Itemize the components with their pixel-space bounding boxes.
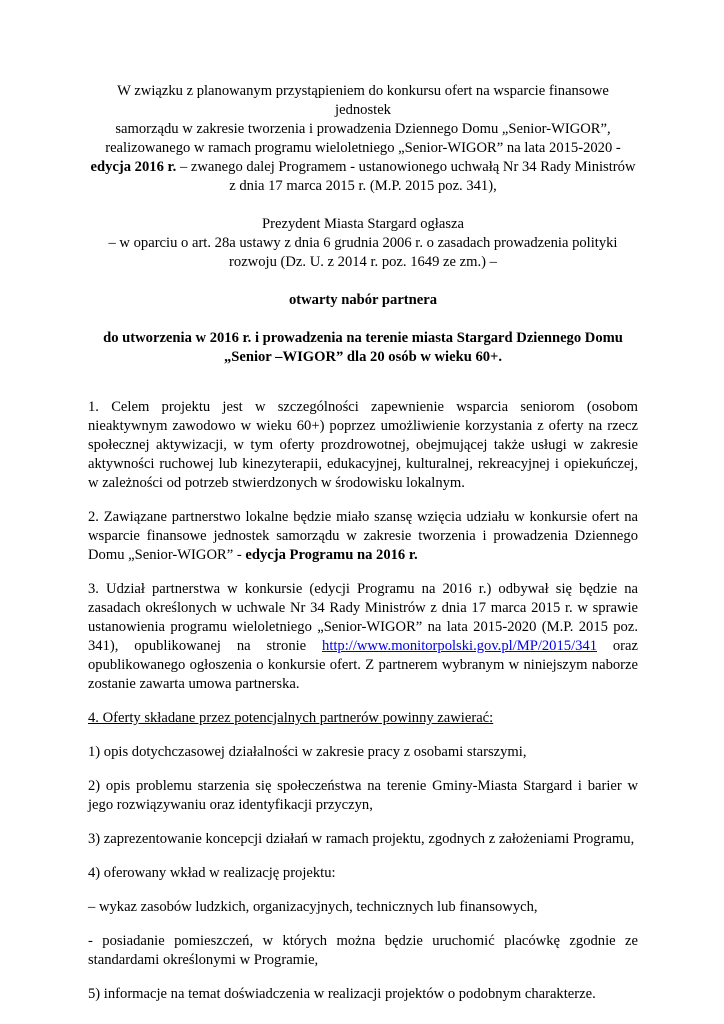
point-3 xyxy=(88,580,638,694)
point-2-bold: edycja Programu na 2016 r. xyxy=(245,547,418,563)
announce-line-2: – w oparciu o art. 28a ustawy z dnia 6 grudnia 2006 r. o zasadach prowadzenia polityki xyxy=(108,235,618,251)
list-item-4: 4) oferowany wkład w realizację projektu: xyxy=(88,865,336,881)
edition-bold: edycja 2016 r. xyxy=(90,159,177,175)
document-page xyxy=(88,82,638,1004)
monitor-polski-link[interactable]: http://www.monitorpolski.gov.pl/MP/2015/341 xyxy=(322,638,598,654)
list-item-1: 1) opis dotychczasowej działalności w zakresie pracy z osobami starszymi, xyxy=(88,744,527,760)
announce-line-1: Prezydent Miasta Stargard ogłasza xyxy=(262,216,464,232)
intro-line-4 xyxy=(88,158,638,177)
list-item-4b: - posiadanie pomieszczeń, w których można będzie uruchomić placówkę zgodnie ze standardami określonymi w Programie, xyxy=(88,933,638,968)
point-2 xyxy=(88,508,638,565)
list-item-2: 2) opis problemu starzenia się społeczeństwa na terenie Gminy-Miasta Stargard i barier w jego rozwiązywaniu oraz identyfikacji przyczyn, xyxy=(88,778,638,813)
list-item-4a: – wykaz zasobów ludzkich, organizacyjnych, technicznych lub finansowych, xyxy=(88,899,538,915)
point-2-text: 2. Zawiązane partnerstwo lokalne będzie miało szansę wzięcia udziału w konkursie ofert na wsparcie finansowe jednostek samorządu w zakresie tworzenia i prowadzenia Dziennego Domu „Senior-WIGOR” - xyxy=(88,509,638,563)
subheading-line-2: „Senior –WIGOR” dla 20 osób w wieku 60+. xyxy=(223,349,503,365)
intro-line-2: samorządu w zakresie tworzenia i prowadzenia Dziennego Domu „Senior-WIGOR”, xyxy=(115,121,611,137)
point-3-after: oraz opublikowanego ogłoszenia o konkursie ofert. Z partnerem wybranym w niniejszym naborze zostanie zawarta umowa partnerska. xyxy=(88,638,638,692)
intro-paragraph xyxy=(88,82,638,196)
list-item-3: 3) zaprezentowanie koncepcji działań w ramach projektu, zgodnych z założeniami Programu, xyxy=(88,831,635,847)
point-1: 1. Celem projektu jest w szczególności zapewnienie wsparcia seniorom (osobom nieaktywnym zawodowo w wieku 60+) poprzez umożliwienie korzystania z oferty na rzecz społecznej aktywizacji, w tym oferty prozdrowotnej, obejmującej także usługi w zakresie aktywności ruchowej lub kinezyterapii, edukacyjnej, kulturalnej, rekreacyjnej i opiekuńczej, w zależności od potrzeb stwierdzonych w środowisku lokalnym. xyxy=(88,399,638,491)
intro-line-4-rest: – zwanego dalej Programem - ustanowionego uchwałą Nr 34 Rady Ministrów xyxy=(176,159,636,175)
point-4-heading: 4. Oferty składane przez potencjalnych partnerów powinny zawierać: xyxy=(88,710,494,726)
announce-line-3: rozwoju (Dz. U. z 2014 r. poz. 1649 ze zm.) – xyxy=(229,254,497,270)
announcement-paragraph xyxy=(88,215,638,272)
subheading xyxy=(88,329,638,367)
point-3-before: 3. Udział partnerstwa w konkursie (edycji Programu na 2016 r.) odbywał się będzie na zasadach określonych w uchwale Nr 34 Rady Ministrów z dnia 17 marca 2015 r. w sprawie ustanowienia programu wieloletniego „Senior-WIGOR” na lata 2015-2020 (M.P. 2015 poz. 341), opublikowanej na stronie xyxy=(88,581,638,654)
intro-line-1: W związku z planowanym przystąpieniem do konkursu ofert na wsparcie finansowe jednostek xyxy=(117,83,609,118)
list-item-5: 5) informacje na temat doświadczenia w realizacji projektów o podobnym charakterze. xyxy=(88,986,596,1002)
page-title: otwarty nabór partnera xyxy=(288,292,438,308)
subheading-line-1: do utworzenia w 2016 r. i prowadzenia na terenie miasta Stargard Dziennego Domu xyxy=(103,330,623,346)
intro-line-5: z dnia 17 marca 2015 r. (M.P. 2015 poz. 341), xyxy=(229,178,497,194)
intro-line-3: realizowanego w ramach programu wieloletniego „Senior-WIGOR” na lata 2015-2020 - xyxy=(105,140,621,156)
